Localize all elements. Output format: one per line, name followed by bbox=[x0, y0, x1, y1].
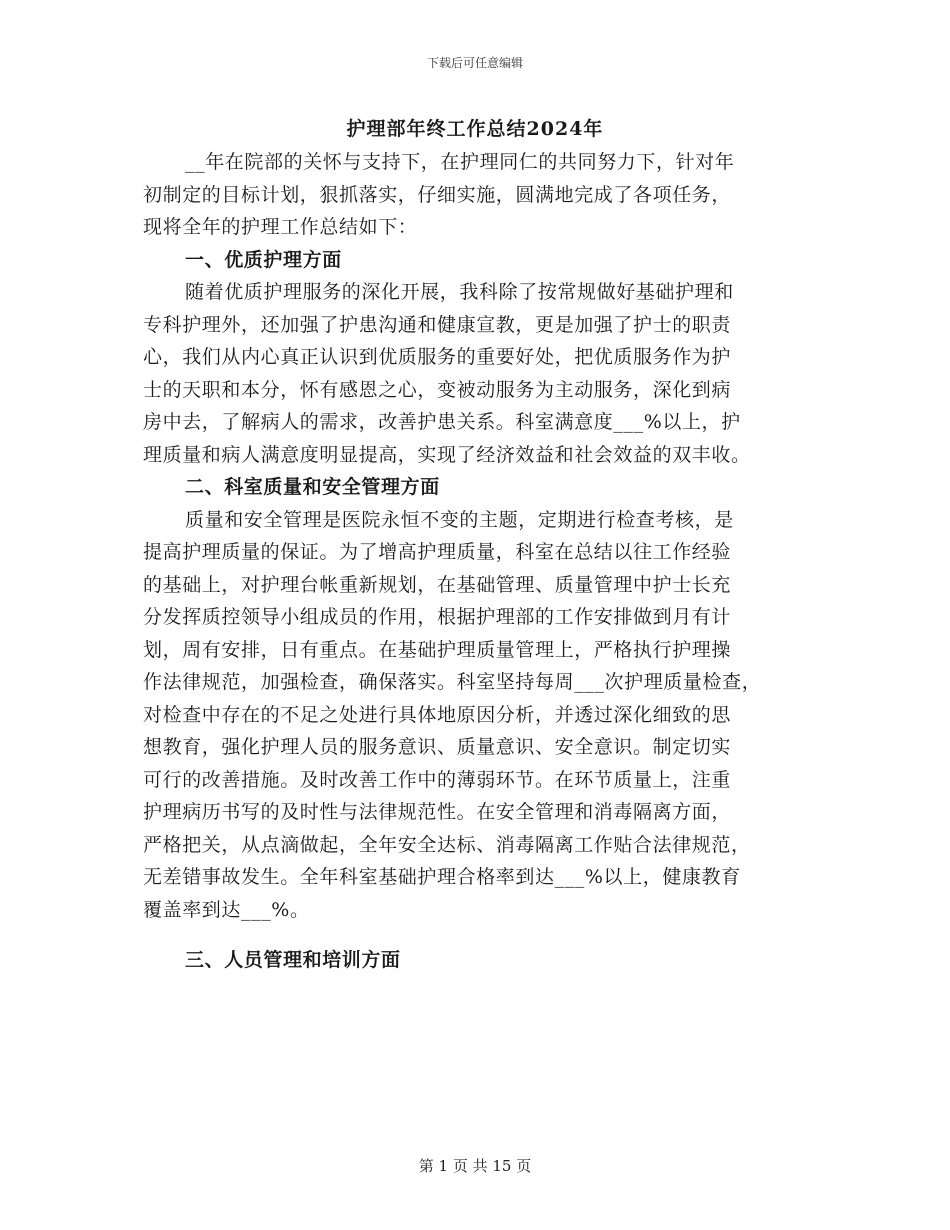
intro-line: __年在院部的关怀与支持下，在护理同仁的共同努力下，针对年 bbox=[185, 151, 735, 173]
document-body bbox=[143, 146, 823, 977]
paragraph-line: 想教育，强化护理人员的服务意识、质量意识、安全意识。制定切实 bbox=[143, 736, 732, 758]
paragraph-line: 无差错事故发生。全年科室基础护理合格率到达___%以上，健康教育 bbox=[143, 866, 741, 888]
paragraph-line: 心，我们从内心真正认识到优质服务的重要好处，把优质服务作为护 bbox=[143, 346, 732, 368]
paragraph-line: 严格把关，从点滴做起，全年安全达标、消毒隔离工作贴合法律规范， bbox=[143, 833, 751, 856]
section-heading-1: 一、优质护理方面 bbox=[185, 248, 342, 271]
intro-line: 现将全年的护理工作总结如下： bbox=[143, 216, 418, 238]
paragraph-line: 作法律规范，加强检查，确保落实。科室坚持每周___次护理质量检查， bbox=[143, 671, 762, 693]
paragraph-line: 覆盖率到达___%。 bbox=[143, 898, 310, 921]
header-note: 下载后可任意编辑 bbox=[426, 56, 523, 70]
paragraph-line: 提高护理质量的保证。为了增高护理质量，科室在总结以往工作经验 bbox=[143, 541, 732, 563]
page-footer: 第 1 页 共 15 页 bbox=[418, 1157, 532, 1175]
paragraph-line: 房中去，了解病人的需求，改善护患关系。科室满意度___%以上，护 bbox=[143, 411, 741, 433]
paragraph-line: 可行的改善措施。及时改善工作中的薄弱环节。在环节质量上，注重 bbox=[143, 768, 732, 791]
section-gap bbox=[143, 926, 823, 944]
section-heading-2: 二、科室质量和安全管理方面 bbox=[185, 476, 440, 498]
paragraph-line: 专科护理外，还加强了护患沟通和健康宣教，更是加强了护士的职责 bbox=[143, 313, 732, 336]
intro-line: 初制定的目标计划，狠抓落实，仔细实施，圆满地完成了各项任务， bbox=[143, 183, 732, 206]
paragraph-line: 对检查中存在的不足之处进行具体地原因分析，并透过深化细致的思 bbox=[143, 703, 732, 726]
paragraph-line: 的基础上，对护理台帐重新规划，在基础管理、质量管理中护士长充 bbox=[143, 573, 732, 596]
paragraph-line: 分发挥质控领导小组成员的作用，根据护理部的工作安排做到月有计 bbox=[143, 606, 732, 628]
paragraph-line: 随着优质护理服务的深化开展，我科除了按常规做好基础护理和 bbox=[185, 281, 734, 303]
paragraph-line: 护理病历书写的及时性与法律规范性。在安全管理和消毒隔离方面， bbox=[143, 801, 732, 823]
paragraph-line: 士的天职和本分，怀有感恩之心，变被动服务为主动服务，深化到病 bbox=[143, 378, 732, 401]
section-heading-3: 三、人员管理和培训方面 bbox=[185, 949, 401, 971]
paragraph-line: 理质量和病人满意度明显提高，实现了经济效益和社会效益的双丰收。 bbox=[143, 443, 751, 466]
document-title: 护理部年终工作总结2024年 bbox=[346, 118, 604, 140]
paragraph-line: 划，周有安排，日有重点。在基础护理质量管理上，严格执行护理操 bbox=[143, 638, 732, 661]
paragraph-line: 质量和安全管理是医院永恒不变的主题，定期进行检查考核，是 bbox=[185, 508, 734, 531]
